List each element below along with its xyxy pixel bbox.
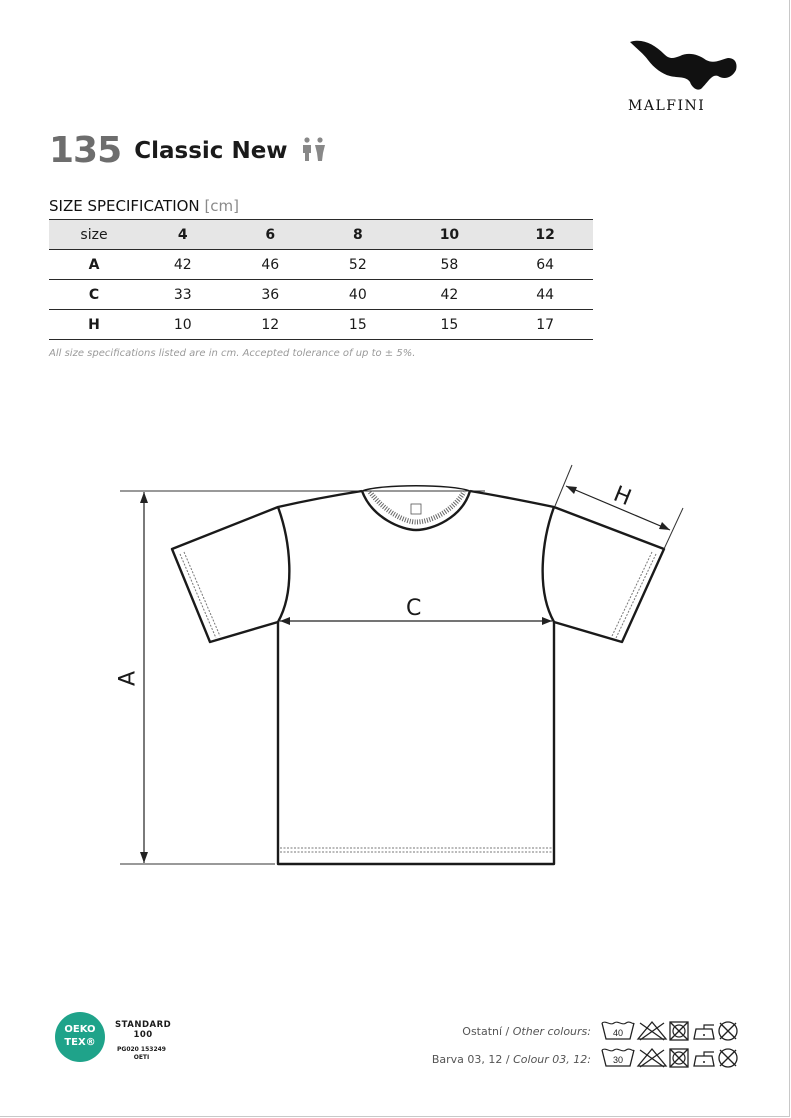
size-cell: 10 (402, 220, 498, 250)
wash-temp-label: 40 (612, 1028, 624, 1038)
oeko-certificate (117, 1046, 166, 1062)
spec-title-text: SIZE SPECIFICATION (49, 197, 200, 215)
table-cell: 10 (139, 310, 227, 340)
tshirt-diagram (0, 440, 791, 884)
table-cell: 15 (314, 310, 402, 340)
dimension-label-c: C (406, 596, 422, 621)
no-dry-clean-icon (719, 1022, 737, 1040)
spec-title (49, 197, 239, 215)
table-cell: 64 (497, 250, 593, 280)
table-cell: 36 (227, 280, 315, 310)
tshirt-drawing (0, 440, 791, 880)
oeko-tex-logo (55, 1012, 105, 1062)
oeko-line2: TEX® (64, 1037, 96, 1048)
table-cell: 46 (227, 250, 315, 280)
table-cell: 33 (139, 280, 227, 310)
iron-icon (694, 1025, 714, 1039)
table-cell: 15 (402, 310, 498, 340)
table-cell: 42 (402, 280, 498, 310)
oeko-standard-label: STANDARD (115, 1020, 172, 1030)
oeko-tex-badge (55, 1012, 195, 1068)
table-row (49, 310, 593, 340)
no-tumble-dry-icon (670, 1022, 688, 1040)
table-row (49, 250, 593, 280)
iron-icon (694, 1052, 714, 1066)
table-header-row (49, 220, 593, 250)
wash-temp-label: 30 (612, 1055, 624, 1065)
oeko-line1: OEKO (64, 1024, 96, 1035)
table-cell: 12 (227, 310, 315, 340)
brand-name: MALFINI (628, 98, 706, 114)
care-label-other (462, 1025, 591, 1038)
oeko-standard-number: 100 (133, 1030, 153, 1040)
no-bleach-icon (638, 1022, 666, 1040)
care-prefix: Barva 03, 12 / (431, 1053, 514, 1066)
table-cell: 17 (497, 310, 593, 340)
oeko-institute: OETI (133, 1054, 150, 1061)
table-cell: 58 (402, 250, 498, 280)
product-title (49, 130, 327, 171)
tolerance-note: All size specifications listed are in cm. Accepted tolerance of up to ± 5%. (49, 348, 416, 359)
kids-icon (301, 136, 327, 166)
eagle-icon (628, 36, 740, 94)
row-label: A (49, 250, 139, 280)
table-row (49, 280, 593, 310)
table-cell: 42 (139, 250, 227, 280)
dimension-label-h: H (609, 481, 635, 512)
care-label: Other colours: (512, 1025, 591, 1038)
wash-tub-icon (602, 1049, 634, 1066)
wash-tub-icon (602, 1022, 634, 1039)
table-cell: 40 (314, 280, 402, 310)
size-cell: 4 (139, 220, 227, 250)
row-label: H (49, 310, 139, 340)
table-cell: 52 (314, 250, 402, 280)
row-label: C (49, 280, 139, 310)
care-label: Colour 03, 12: (513, 1053, 591, 1066)
no-bleach-icon (638, 1049, 666, 1067)
size-cell: 8 (314, 220, 402, 250)
product-name: Classic New (134, 137, 288, 164)
no-tumble-dry-icon (670, 1049, 688, 1067)
no-dry-clean-icon (719, 1049, 737, 1067)
care-label-colour (432, 1053, 591, 1066)
table-cell: 44 (497, 280, 593, 310)
header-label: size (49, 220, 139, 250)
size-cell: 12 (497, 220, 593, 250)
oeko-cert-number: PG020 153249 (117, 1046, 166, 1053)
size-cell: 6 (227, 220, 315, 250)
dimension-label-a: A (115, 670, 141, 687)
brand-logo (620, 36, 740, 120)
care-icons-colour (600, 1046, 742, 1074)
oeko-standard (115, 1020, 171, 1040)
product-code: 135 (49, 130, 122, 171)
size-table (49, 219, 593, 340)
care-prefix: Ostatní / (462, 1025, 513, 1038)
care-icons-other (600, 1019, 742, 1047)
spec-unit: [cm] (204, 197, 240, 215)
